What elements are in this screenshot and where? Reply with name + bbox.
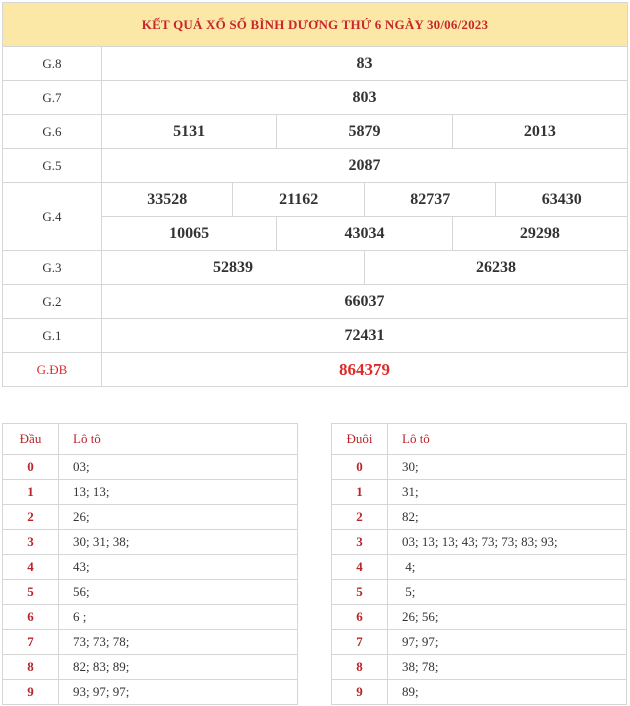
prize-row-g6 bbox=[3, 115, 628, 149]
loto-row bbox=[332, 655, 627, 680]
prize-number: 43034 bbox=[277, 217, 452, 251]
loto-key: 2 bbox=[3, 505, 59, 530]
loto-row bbox=[3, 630, 298, 655]
prize-label: G.6 bbox=[3, 115, 102, 149]
loto-header-row bbox=[3, 424, 298, 455]
prize-row-special bbox=[3, 353, 628, 387]
prize-number: 10065 bbox=[102, 217, 277, 251]
loto-value: 26; 56; bbox=[388, 605, 627, 630]
loto-value: 03; 13; 13; 43; 73; 73; 83; 93; bbox=[388, 530, 627, 555]
loto-key-header: Đầu bbox=[3, 424, 59, 455]
loto-value: 13; 13; bbox=[59, 480, 298, 505]
loto-row bbox=[332, 605, 627, 630]
loto-row bbox=[332, 455, 627, 480]
loto-key: 3 bbox=[332, 530, 388, 555]
loto-row bbox=[3, 480, 298, 505]
loto-row bbox=[332, 480, 627, 505]
loto-value: 5; bbox=[388, 580, 627, 605]
results-title: KẾT QUẢ XỔ SỐ BÌNH DƯƠNG THỨ 6 NGÀY 30/06/2023 bbox=[3, 3, 628, 47]
loto-row bbox=[332, 505, 627, 530]
prize-number: 803 bbox=[102, 81, 628, 115]
loto-key: 5 bbox=[3, 580, 59, 605]
loto-value: 4; bbox=[388, 555, 627, 580]
loto-row bbox=[3, 680, 298, 705]
prize-label: G.4 bbox=[3, 183, 102, 251]
loto-value-header: Lô tô bbox=[388, 424, 627, 455]
prize-number: 63430 bbox=[496, 183, 628, 217]
loto-key: 4 bbox=[3, 555, 59, 580]
loto-key-header: Đuôi bbox=[332, 424, 388, 455]
loto-row bbox=[3, 505, 298, 530]
loto-value: 38; 78; bbox=[388, 655, 627, 680]
loto-key: 7 bbox=[3, 630, 59, 655]
loto-row bbox=[332, 630, 627, 655]
loto-key: 6 bbox=[332, 605, 388, 630]
loto-key: 2 bbox=[332, 505, 388, 530]
prize-label: G.7 bbox=[3, 81, 102, 115]
prize-label: G.5 bbox=[3, 149, 102, 183]
loto-row bbox=[3, 655, 298, 680]
loto-key: 9 bbox=[332, 680, 388, 705]
loto-value: 26; bbox=[59, 505, 298, 530]
prize-label: G.2 bbox=[3, 285, 102, 319]
prize-number: 29298 bbox=[452, 217, 627, 251]
results-table bbox=[2, 2, 628, 387]
prize-number: 2087 bbox=[102, 149, 628, 183]
loto-key: 5 bbox=[332, 580, 388, 605]
prize-number: 83 bbox=[102, 47, 628, 81]
prize-number: 72431 bbox=[102, 319, 628, 353]
loto-key: 9 bbox=[3, 680, 59, 705]
loto-key: 0 bbox=[332, 455, 388, 480]
prize-number: 52839 bbox=[102, 251, 365, 285]
loto-row bbox=[3, 605, 298, 630]
loto-row bbox=[332, 580, 627, 605]
loto-row bbox=[332, 555, 627, 580]
loto-key: 7 bbox=[332, 630, 388, 655]
loto-key: 6 bbox=[3, 605, 59, 630]
loto-row bbox=[3, 555, 298, 580]
loto-value: 97; 97; bbox=[388, 630, 627, 655]
loto-row bbox=[3, 580, 298, 605]
loto-head-table bbox=[2, 423, 298, 705]
prize-row-g4-a bbox=[3, 183, 628, 217]
loto-value: 82; bbox=[388, 505, 627, 530]
loto-value-header: Lô tô bbox=[59, 424, 298, 455]
loto-value: 6 ; bbox=[59, 605, 298, 630]
loto-key: 4 bbox=[332, 555, 388, 580]
loto-key: 1 bbox=[3, 480, 59, 505]
loto-value: 73; 73; 78; bbox=[59, 630, 298, 655]
special-prize-number: 864379 bbox=[102, 353, 628, 387]
loto-value: 30; bbox=[388, 455, 627, 480]
loto-row bbox=[332, 680, 627, 705]
prize-number: 66037 bbox=[102, 285, 628, 319]
loto-key: 0 bbox=[3, 455, 59, 480]
loto-value: 56; bbox=[59, 580, 298, 605]
prize-row-g1 bbox=[3, 319, 628, 353]
prize-number: 5879 bbox=[277, 115, 452, 149]
loto-header-row bbox=[332, 424, 627, 455]
loto-row bbox=[3, 455, 298, 480]
loto-key: 8 bbox=[3, 655, 59, 680]
prize-row-g2 bbox=[3, 285, 628, 319]
loto-value: 31; bbox=[388, 480, 627, 505]
prize-label: G.3 bbox=[3, 251, 102, 285]
prize-row-g5 bbox=[3, 149, 628, 183]
prize-row-g8 bbox=[3, 47, 628, 81]
loto-tail-table bbox=[331, 423, 627, 705]
prize-number: 33528 bbox=[102, 183, 233, 217]
loto-key: 8 bbox=[332, 655, 388, 680]
loto-value: 43; bbox=[59, 555, 298, 580]
prize-row-g7 bbox=[3, 81, 628, 115]
prize-number: 26238 bbox=[364, 251, 627, 285]
loto-value: 30; 31; 38; bbox=[59, 530, 298, 555]
prize-row-g3 bbox=[3, 251, 628, 285]
loto-key: 1 bbox=[332, 480, 388, 505]
prize-label: G.1 bbox=[3, 319, 102, 353]
loto-value: 89; bbox=[388, 680, 627, 705]
prize-number: 2013 bbox=[452, 115, 627, 149]
loto-value: 03; bbox=[59, 455, 298, 480]
special-prize-label: G.ĐB bbox=[3, 353, 102, 387]
prize-number: 82737 bbox=[364, 183, 495, 217]
loto-row bbox=[332, 530, 627, 555]
loto-value: 82; 83; 89; bbox=[59, 655, 298, 680]
loto-key: 3 bbox=[3, 530, 59, 555]
prize-label: G.8 bbox=[3, 47, 102, 81]
loto-row bbox=[3, 530, 298, 555]
prize-number: 21162 bbox=[233, 183, 364, 217]
loto-value: 93; 97; 97; bbox=[59, 680, 298, 705]
prize-number: 5131 bbox=[102, 115, 277, 149]
